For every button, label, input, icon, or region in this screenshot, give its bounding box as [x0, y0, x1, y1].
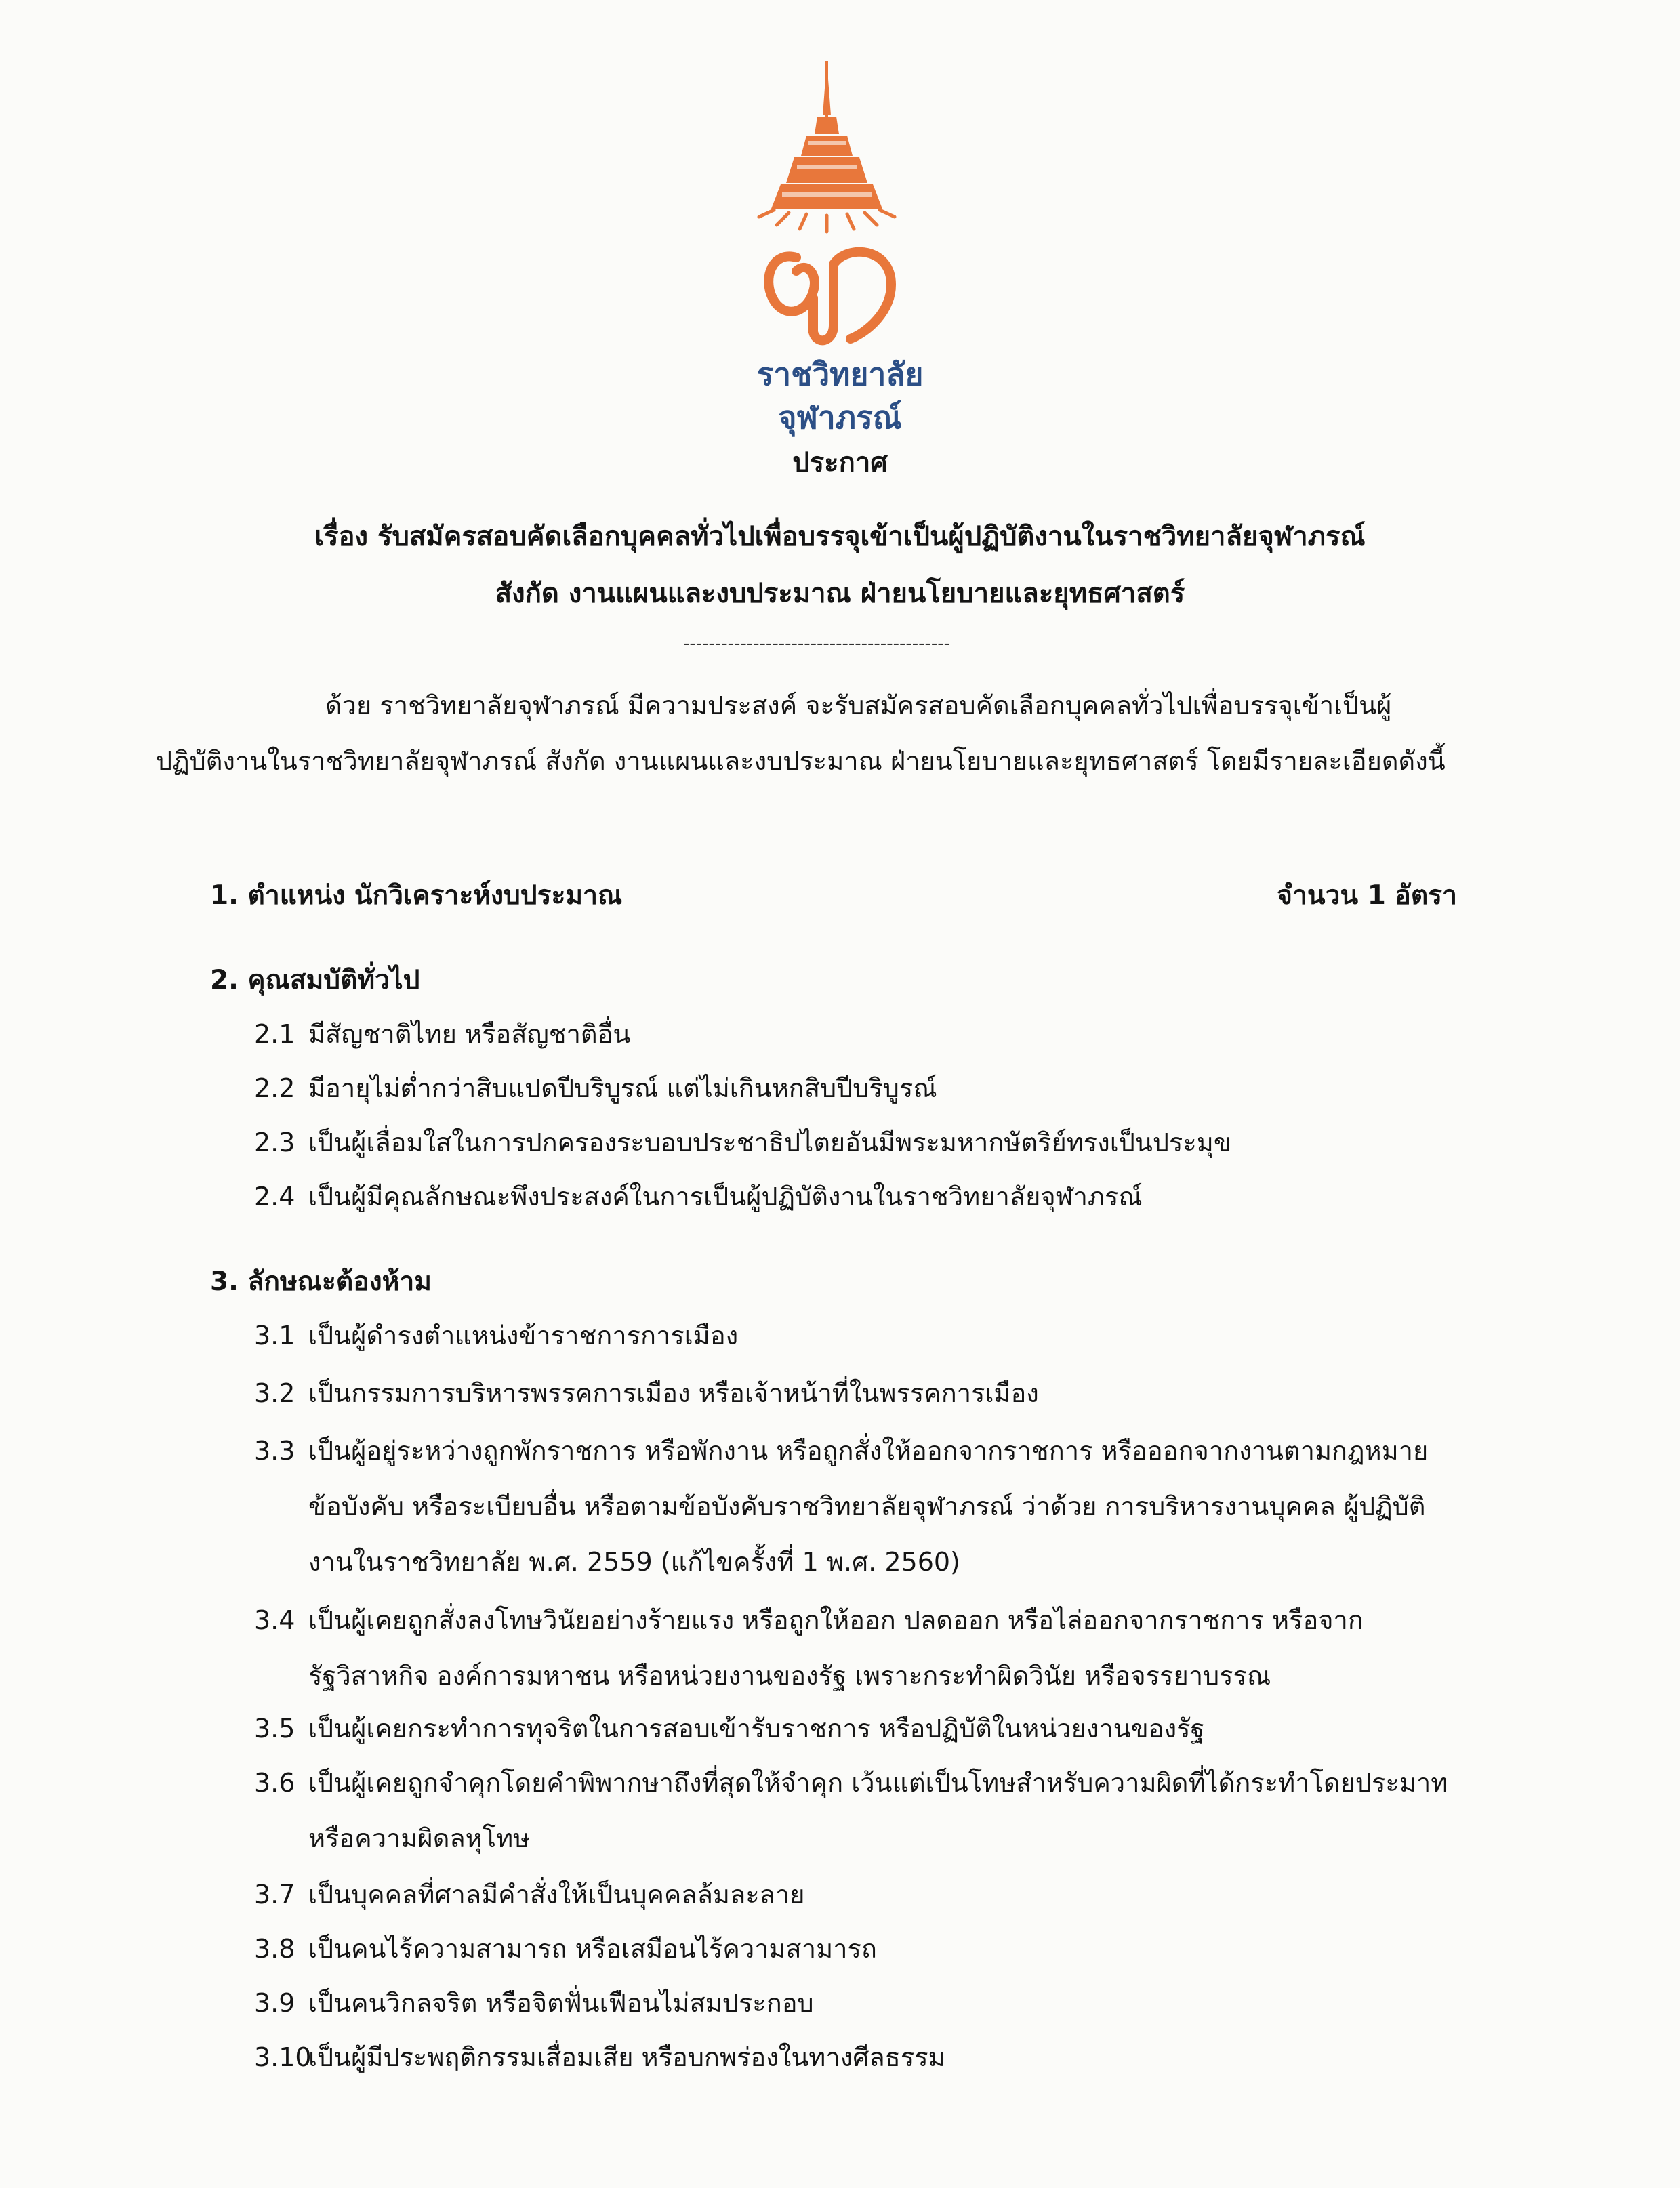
item-text: เป็นผู้อยู่ระหว่างถูกพักราชการ หรือพักงาน หรือถูกสั่งให้ออกจากราชการ หรือออกจากงานตามกฎหมาย ข้อบังคับ หรือระเบียบอื่น หรือตามข้อบังคับราชวิทยาลัยจุฬาภรณ์ ว่าด้วย การบริหารงานบุคคล ผู้ปฏิบัติงานในราชวิทยาลัย พ.ศ. 2559 (แก้ไขครั้งที่ 1 พ.ศ. 2560)	[308, 1436, 1429, 1577]
position-quota: จำนวน 1 อัตรา	[1277, 880, 1457, 911]
item-number: 3.1	[254, 1321, 295, 1350]
item-number: 3.8	[254, 1934, 295, 1964]
org-name-line2: จุฬาภรณ์	[778, 399, 902, 436]
section-3-heading: 3. ลักษณะต้องห้าม	[210, 1266, 432, 1297]
item-text: เป็นคนวิกลจริต หรือจิตฟั่นเฟือนไม่สมประกอบ	[308, 1988, 814, 2018]
separator-line: ------------------------------------------	[682, 634, 951, 654]
item-number: 3.5	[254, 1714, 295, 1743]
item-text: เป็นผู้เคยถูกจำคุกโดยคำพิพากษาถึงที่สุดให้จำคุก เว้นแต่เป็นโทษสำหรับความผิดที่ได้กระทำโดยประมาทหรือความผิดลหุโทษ	[308, 1768, 1448, 1853]
item-text: เป็นกรรมการบริหารพรรคการเมือง หรือเจ้าหน้าที่ในพรรคการเมือง	[308, 1378, 1039, 1408]
item-number: 2.2	[254, 1073, 295, 1103]
announcement-title: ประกาศ	[792, 447, 888, 478]
item-text: เป็นผู้เลื่อมใสในการปกครองระบอบประชาธิปไตยอันมีพระมหากษัตริย์ทรงเป็นประมุข	[308, 1128, 1231, 1157]
subject-line-2: สังกัด งานแผนและงบประมาณ ฝ่ายนโยบายและยุทธศาสตร์	[495, 578, 1185, 609]
position-row	[210, 874, 1457, 916]
item-text: เป็นผู้ดำรงตำแหน่งข้าราชการการเมือง	[308, 1321, 739, 1350]
item-text: เป็นคนไร้ความสามารถ หรือเสมือนไร้ความสามารถ	[308, 1934, 877, 1964]
intro-paragraph: ด้วย ราชวิทยาลัยจุฬาภรณ์ มีความประสงค์ จะรับสมัครสอบคัดเลือกบุคคลทั่วไปเพื่อบรรจุเข้าเป็นผู้ปฏิบัติงานในราชวิทยาลัยจุฬาภรณ์ สังกัด งานแผนและงบประมาณ ฝ่ายนโยบายและยุทธศาสตร์ โดยมีรายละเอียดดังนี้	[156, 690, 1446, 776]
item-number: 3.4	[254, 1605, 295, 1635]
section-2-heading: 2. คุณสมบัติทั่วไป	[210, 965, 420, 995]
item-text: มีสัญชาติไทย หรือสัญชาติอื่น	[308, 1019, 631, 1049]
item-number: 3.10	[254, 2042, 312, 2072]
item-text: เป็นผู้เคยกระทำการทุจริตในการสอบเข้ารับราชการ หรือปฏิบัติในหน่วยงานของรัฐ	[308, 1714, 1205, 1743]
item-number: 2.1	[254, 1019, 295, 1049]
item-text: เป็นผู้เคยถูกสั่งลงโทษวินัยอย่างร้ายแรง หรือถูกให้ออก ปลดออก หรือไล่ออกจากราชการ หรือจากรัฐวิสาหกิจ องค์การมหาชน หรือหน่วยงานของรัฐ เพราะกระทำผิดวินัย หรือจรรยาบรรณ	[308, 1605, 1364, 1691]
college-emblem	[732, 54, 922, 352]
item-text: เป็นผู้มีคุณลักษณะพึงประสงค์ในการเป็นผู้ปฏิบัติงานในราชวิทยาลัยจุฬาภรณ์	[308, 1182, 1143, 1212]
subject-line-1: เรื่อง รับสมัครสอบคัดเลือกบุคคลทั่วไปเพื่อบรรจุเข้าเป็นผู้ปฏิบัติงานในราชวิทยาลัยจุฬาภรณ์	[314, 521, 1366, 552]
item-number: 2.4	[254, 1182, 295, 1212]
position-title: 1. ตำแหน่ง นักวิเคราะห์งบประมาณ	[210, 880, 623, 911]
item-number: 3.3	[254, 1436, 295, 1466]
item-number: 3.6	[254, 1768, 295, 1798]
item-number: 3.2	[254, 1378, 295, 1408]
item-number: 3.9	[254, 1988, 295, 2018]
item-text: เป็นผู้มีประพฤติกรรมเสื่อมเสีย หรือบกพร่องในทางศีลธรรม	[308, 2042, 945, 2072]
item-text: มีอายุไม่ต่ำกว่าสิบแปดปีบริบูรณ์ แต่ไม่เกินหกสิบปีบริบูรณ์	[308, 1073, 937, 1103]
item-number: 2.3	[254, 1128, 295, 1157]
item-text: เป็นบุคคลที่ศาลมีคำสั่งให้เป็นบุคคลล้มละลาย	[308, 1880, 805, 1910]
org-name-line1: ราชวิทยาลัย	[756, 356, 924, 392]
item-number: 3.7	[254, 1880, 295, 1910]
